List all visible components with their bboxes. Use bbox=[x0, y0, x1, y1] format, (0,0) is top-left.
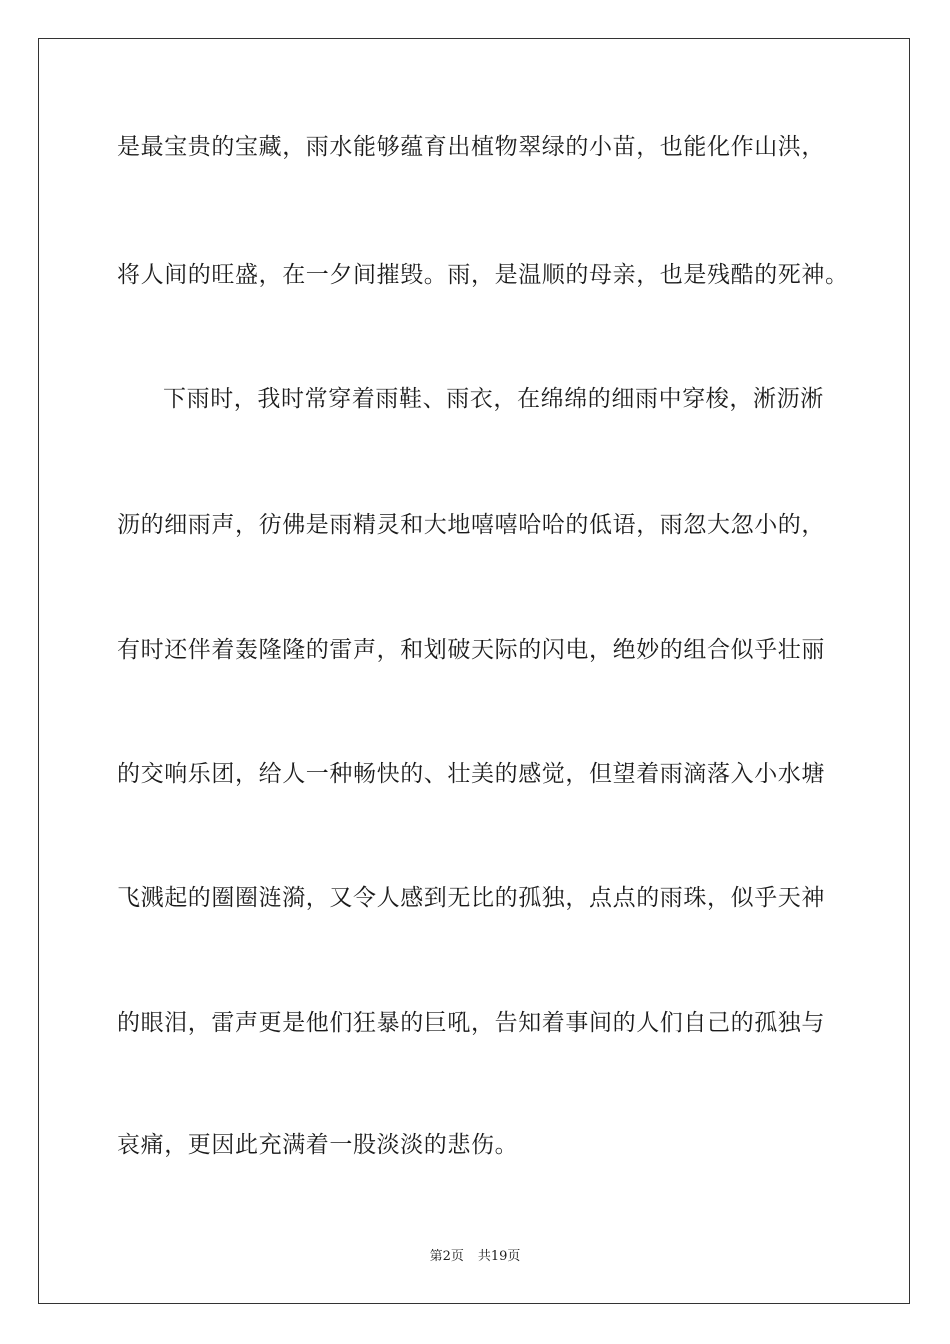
text-line: 将人间的旺盛，在一夕间摧毁。雨，是温顺的母亲，也是残酷的死神。 bbox=[117, 262, 849, 288]
text-line: 哀痛，更因此充满着一股淡淡的悲伤。 bbox=[117, 1132, 519, 1158]
page-border bbox=[38, 38, 910, 1304]
text-line: 的眼泪，雷声更是他们狂暴的巨吼，告知着事间的人们自己的孤独与 bbox=[117, 1010, 825, 1036]
text-line: 是最宝贵的宝藏，雨水能够蕴育出植物翠绿的小苗，也能化作山洪， bbox=[117, 134, 825, 160]
paragraph-start-line: 下雨时，我时常穿着雨鞋、雨衣，在绵绵的细雨中穿梭，淅沥淅 bbox=[163, 386, 824, 412]
text-line: 沥的细雨声，彷佛是雨精灵和大地嘻嘻哈哈的低语，雨忽大忽小的， bbox=[117, 512, 825, 538]
page-number: 第2页 bbox=[429, 1249, 464, 1264]
page-footer bbox=[0, 1248, 950, 1266]
text-line: 飞溅起的圈圈涟漪，又令人感到无比的孤独，点点的雨珠，似乎天神 bbox=[117, 885, 825, 911]
text-line: 有时还伴着轰隆隆的雷声，和划破天际的闪电，绝妙的组合似乎壮丽 bbox=[117, 637, 825, 663]
page-total: 共19页 bbox=[477, 1249, 521, 1264]
text-line: 的交响乐团，给人一种畅快的、壮美的感觉，但望着雨滴落入小水塘 bbox=[117, 761, 825, 787]
